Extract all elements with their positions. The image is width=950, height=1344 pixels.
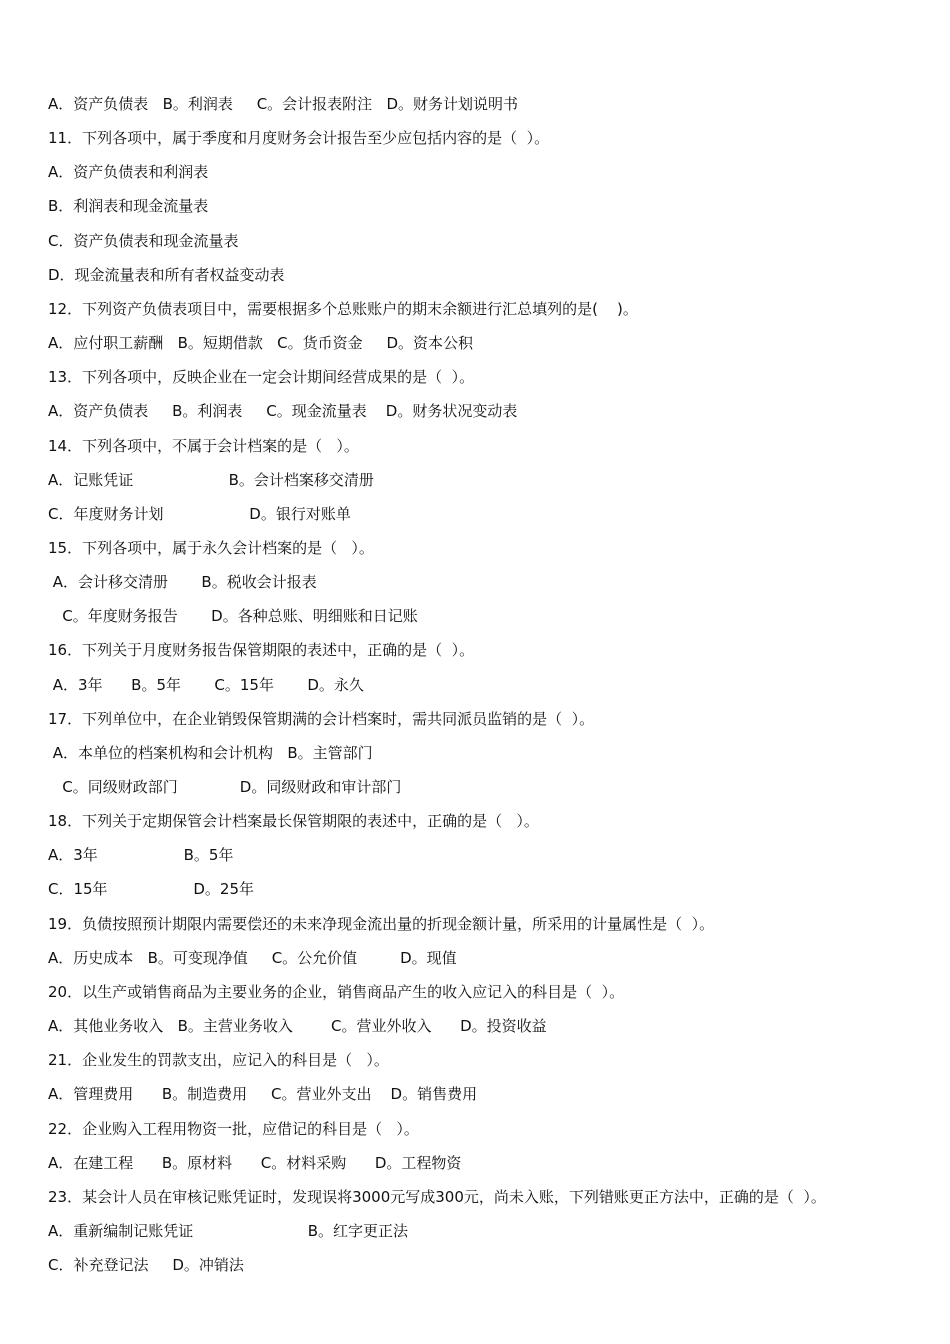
- option-line: A．3年 B。5年: [48, 846, 234, 864]
- option-line: A．在建工程 B。原材料 C。材料采购 D。工程物资: [48, 1154, 462, 1172]
- option-line: A．记账凭证 B。会计档案移交清册: [48, 471, 374, 489]
- option-line: A．其他业务收入 B。主营业务收入 C。营业外收入 D。投资收益: [48, 1017, 547, 1035]
- option-line: A．应付职工薪酬 B。短期借款 C。货币资金 D。资本公积: [48, 334, 474, 352]
- question-line: 22．企业购入工程用物资一批，应借记的科目是（ ）。: [48, 1120, 419, 1138]
- question-line: 13．下列各项中，反映企业在一定会计期间经营成果的是（ ）。: [48, 368, 475, 386]
- question-line: 19．负债按照预计期限内需要偿还的未来净现金流出量的折现金额计量，所采用的计量属性是（ ）。: [48, 915, 715, 933]
- question-line: 21．企业发生的罚款支出，应记入的科目是（ ）。: [48, 1051, 389, 1069]
- option-line: B．利润表和现金流量表: [48, 197, 209, 215]
- question-line: 23．某会计人员在审核记账凭证时，发现误将3000元写成300元，尚未入账，下列错账更正方法中，正确的是（ ）。: [48, 1188, 826, 1206]
- option-line: C．补充登记法 D。冲销法: [48, 1256, 244, 1274]
- question-line: 14．下列各项中，不属于会计档案的是（ ）。: [48, 437, 359, 455]
- option-line: C。同级财政部门 D。同级财政和审计部门: [48, 778, 402, 796]
- question-line: 17．下列单位中，在企业销毁保管期满的会计档案时，需共同派员监销的是（ ）。: [48, 710, 595, 728]
- question-line: 18．下列关于定期保管会计档案最长保管期限的表述中，正确的是（ ）。: [48, 812, 539, 830]
- question-line: 16．下列关于月度财务报告保管期限的表述中，正确的是（ ）。: [48, 641, 475, 659]
- option-line: A．历史成本 B。可变现净值 C。公允价值 D。现值: [48, 949, 457, 967]
- question-line: 11．下列各项中，属于季度和月度财务会计报告至少应包括内容的是（ ）。: [48, 129, 550, 147]
- option-line: A．本单位的档案机构和会计机构 B。主管部门: [48, 744, 373, 762]
- option-line: A．资产负债表和利润表: [48, 163, 209, 181]
- option-line: A．资产负债表 B。利润表 C。现金流量表 D。财务状况变动表: [48, 402, 518, 420]
- option-line: A．重新编制记账凭证 B。红字更正法: [48, 1222, 408, 1240]
- option-line: A．管理费用 B。制造费用 C。营业外支出 D。销售费用: [48, 1085, 478, 1103]
- option-line: C．年度财务计划 D。银行对账单: [48, 505, 351, 523]
- option-line: D．现金流量表和所有者权益变动表: [48, 266, 285, 284]
- question-line: 15．下列各项中，属于永久会计档案的是（ ）。: [48, 539, 374, 557]
- option-line: A．会计移交清册 B。税收会计报表: [48, 573, 317, 591]
- question-line: 20．以生产或销售商品为主要业务的企业，销售商品产生的收入应记入的科目是（ ）。: [48, 983, 625, 1001]
- option-line: C．资产负债表和现金流量表: [48, 232, 239, 250]
- option-line: C．15年 D。25年: [48, 880, 255, 898]
- option-line: A．资产负债表 B。利润表 C。会计报表附注 D。财务计划说明书: [48, 95, 519, 113]
- option-line: A．3年 B。5年 C。15年 D。永久: [48, 676, 364, 694]
- question-line: 12．下列资产负债表项目中，需要根据多个总账账户的期末余额进行汇总填列的是( )。: [48, 300, 638, 318]
- option-line: C。年度财务报告 D。各种总账、明细账和日记账: [48, 607, 418, 625]
